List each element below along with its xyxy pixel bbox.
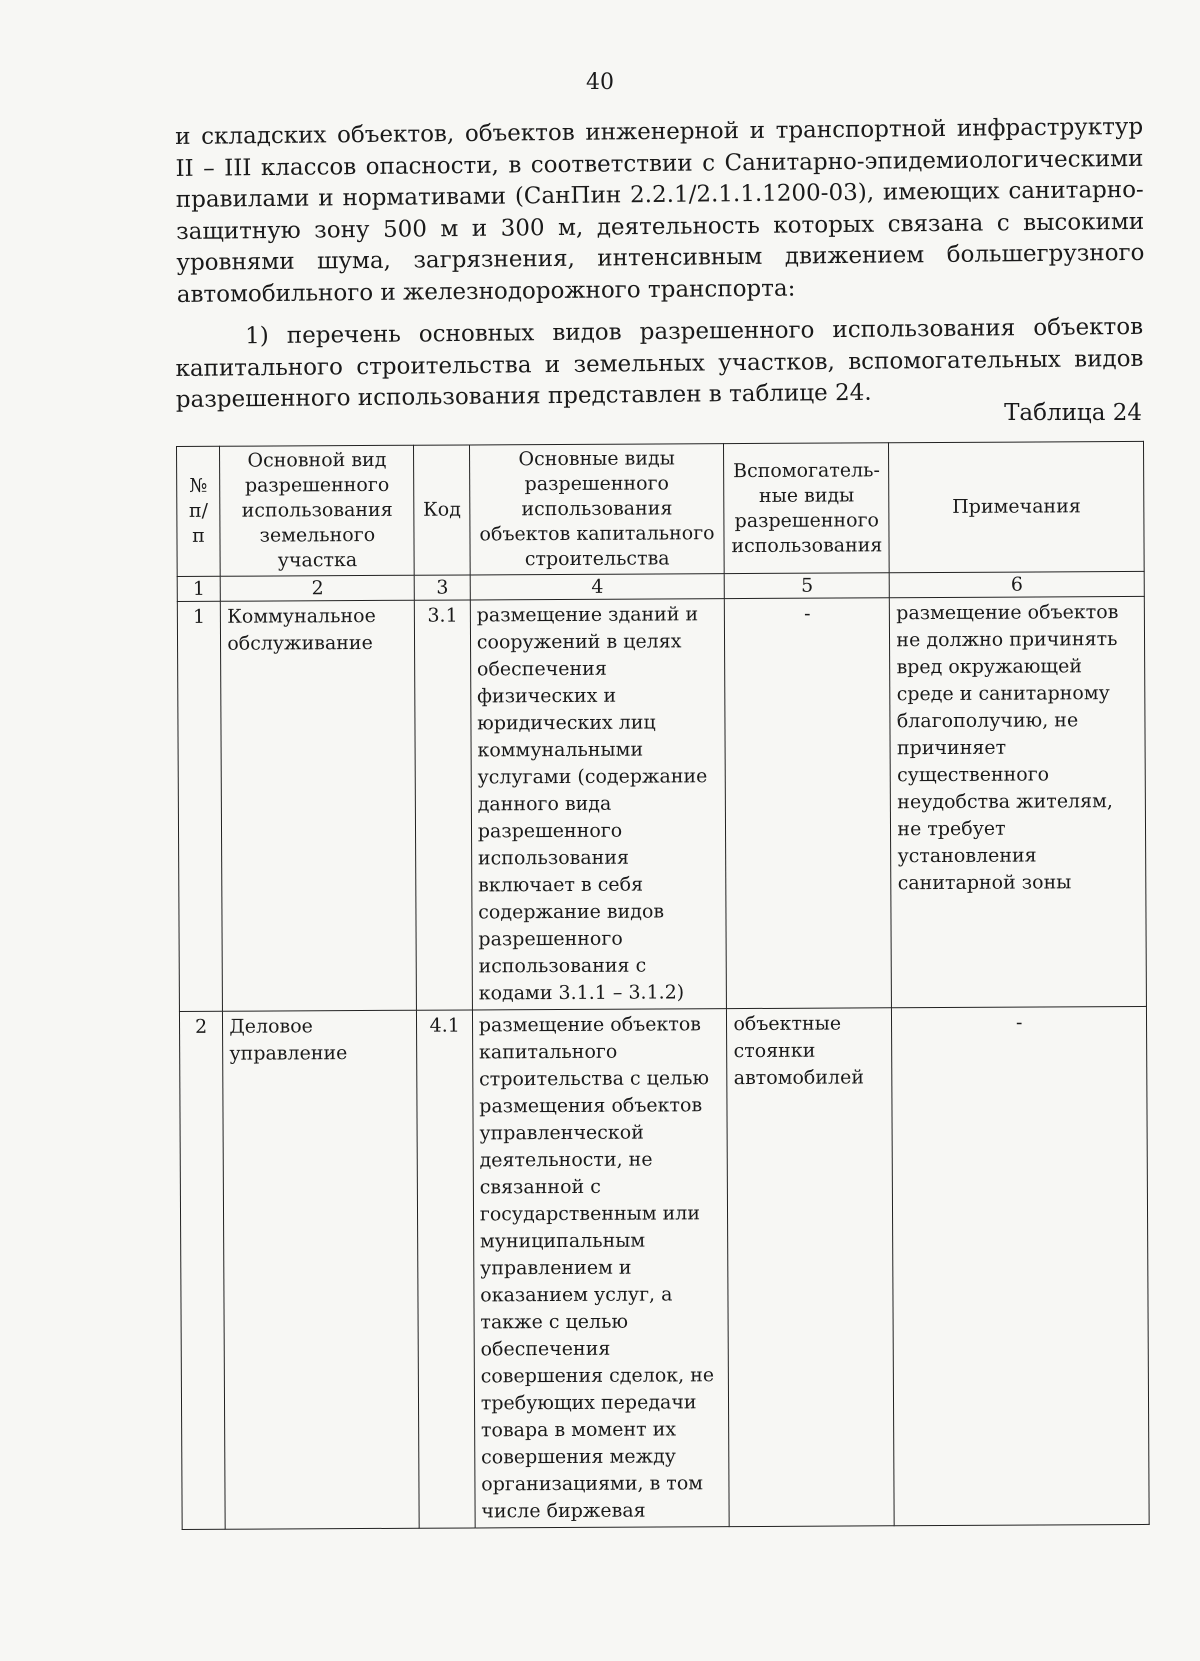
row-notes: размещение объектов не должно причинять вред окружающей среде и санитарному благополучию, не причиняет существенного неудобства жителям, не требует установления санитарной зоны [890,596,1147,1007]
header-auxiliary: Вспомогатель-ные виды разрешенного использования [724,443,890,574]
column-number: 2 [220,575,414,601]
row-capital-use: размещение объектов капитального строительства с целью размещения объектов управленческой деятельности, не связанной с государственным или муниципальным управлением и оказанием услуг, а также с целью обеспечения совершения сделок, не требующих передачи товара в момент их совершения между организациями, в том числе биржевая [472,1009,729,1528]
table-caption: Таблица 24 [1004,400,1142,426]
row-notes: - [892,1006,1149,1525]
row-main-use: Деловое управление [223,1010,420,1529]
column-number: 1 [177,576,220,601]
header-notes: Примечания [889,441,1144,572]
column-number: 3 [415,575,470,600]
row-main-use: Коммунальное обслуживание [221,600,417,1011]
row-capital-use: размещение зданий и сооружений в целях обеспечения физических и юридических лиц коммунальными услугами (содержание данного вида разрешенного использования включает в себя содержание видов разрешенного использования с кодами 3.1.1 – 3.1.2) [470,599,727,1010]
table-header-row [177,441,1145,576]
list-item-paragraph: 1) перечень основных видов разрешенного использования объектов капитального строительства и земельных участков, вспомогательных видов разрешенного использования представлен в таблице 24. [175,313,1144,413]
page-number: 40 [586,70,614,95]
header-number: № п/п [177,446,221,576]
table-row [177,596,1146,1011]
header-capital-use: Основные виды разрешенного использования объектов капитального строительства [469,444,724,575]
row-code: 3.1 [415,600,472,1010]
header-main-use: Основной вид разрешенного использования земельного участка [220,445,415,576]
row-auxiliary: - [725,598,892,1009]
row-code: 4.1 [417,1010,475,1528]
row-auxiliary: объектные стоянки автомобилей [727,1008,895,1527]
header-code: Код [414,445,470,575]
column-number: 6 [890,571,1145,597]
column-number: 5 [725,573,890,599]
table-row [179,1006,1149,1529]
row-number: 2 [179,1011,225,1529]
land-use-table [176,441,1150,1530]
row-number: 1 [177,601,222,1011]
intro-paragraph: и складских объектов, объектов инженерной и транспортной инфраструктур II – III классов опасности, в соответствии с Санитарно-эпидемиологическими правилами и нормативами (СанПин 2.2.1/2.1.1.1200-03), имеющих санитарно-защитную зону 500 м и 300 м, деятельность которых связана с высокими уровнями шума, загрязнения, интенсивным движением большегрузного автомобильного и железнодорожного транспорта: [175,113,1145,308]
column-number: 4 [470,574,725,600]
